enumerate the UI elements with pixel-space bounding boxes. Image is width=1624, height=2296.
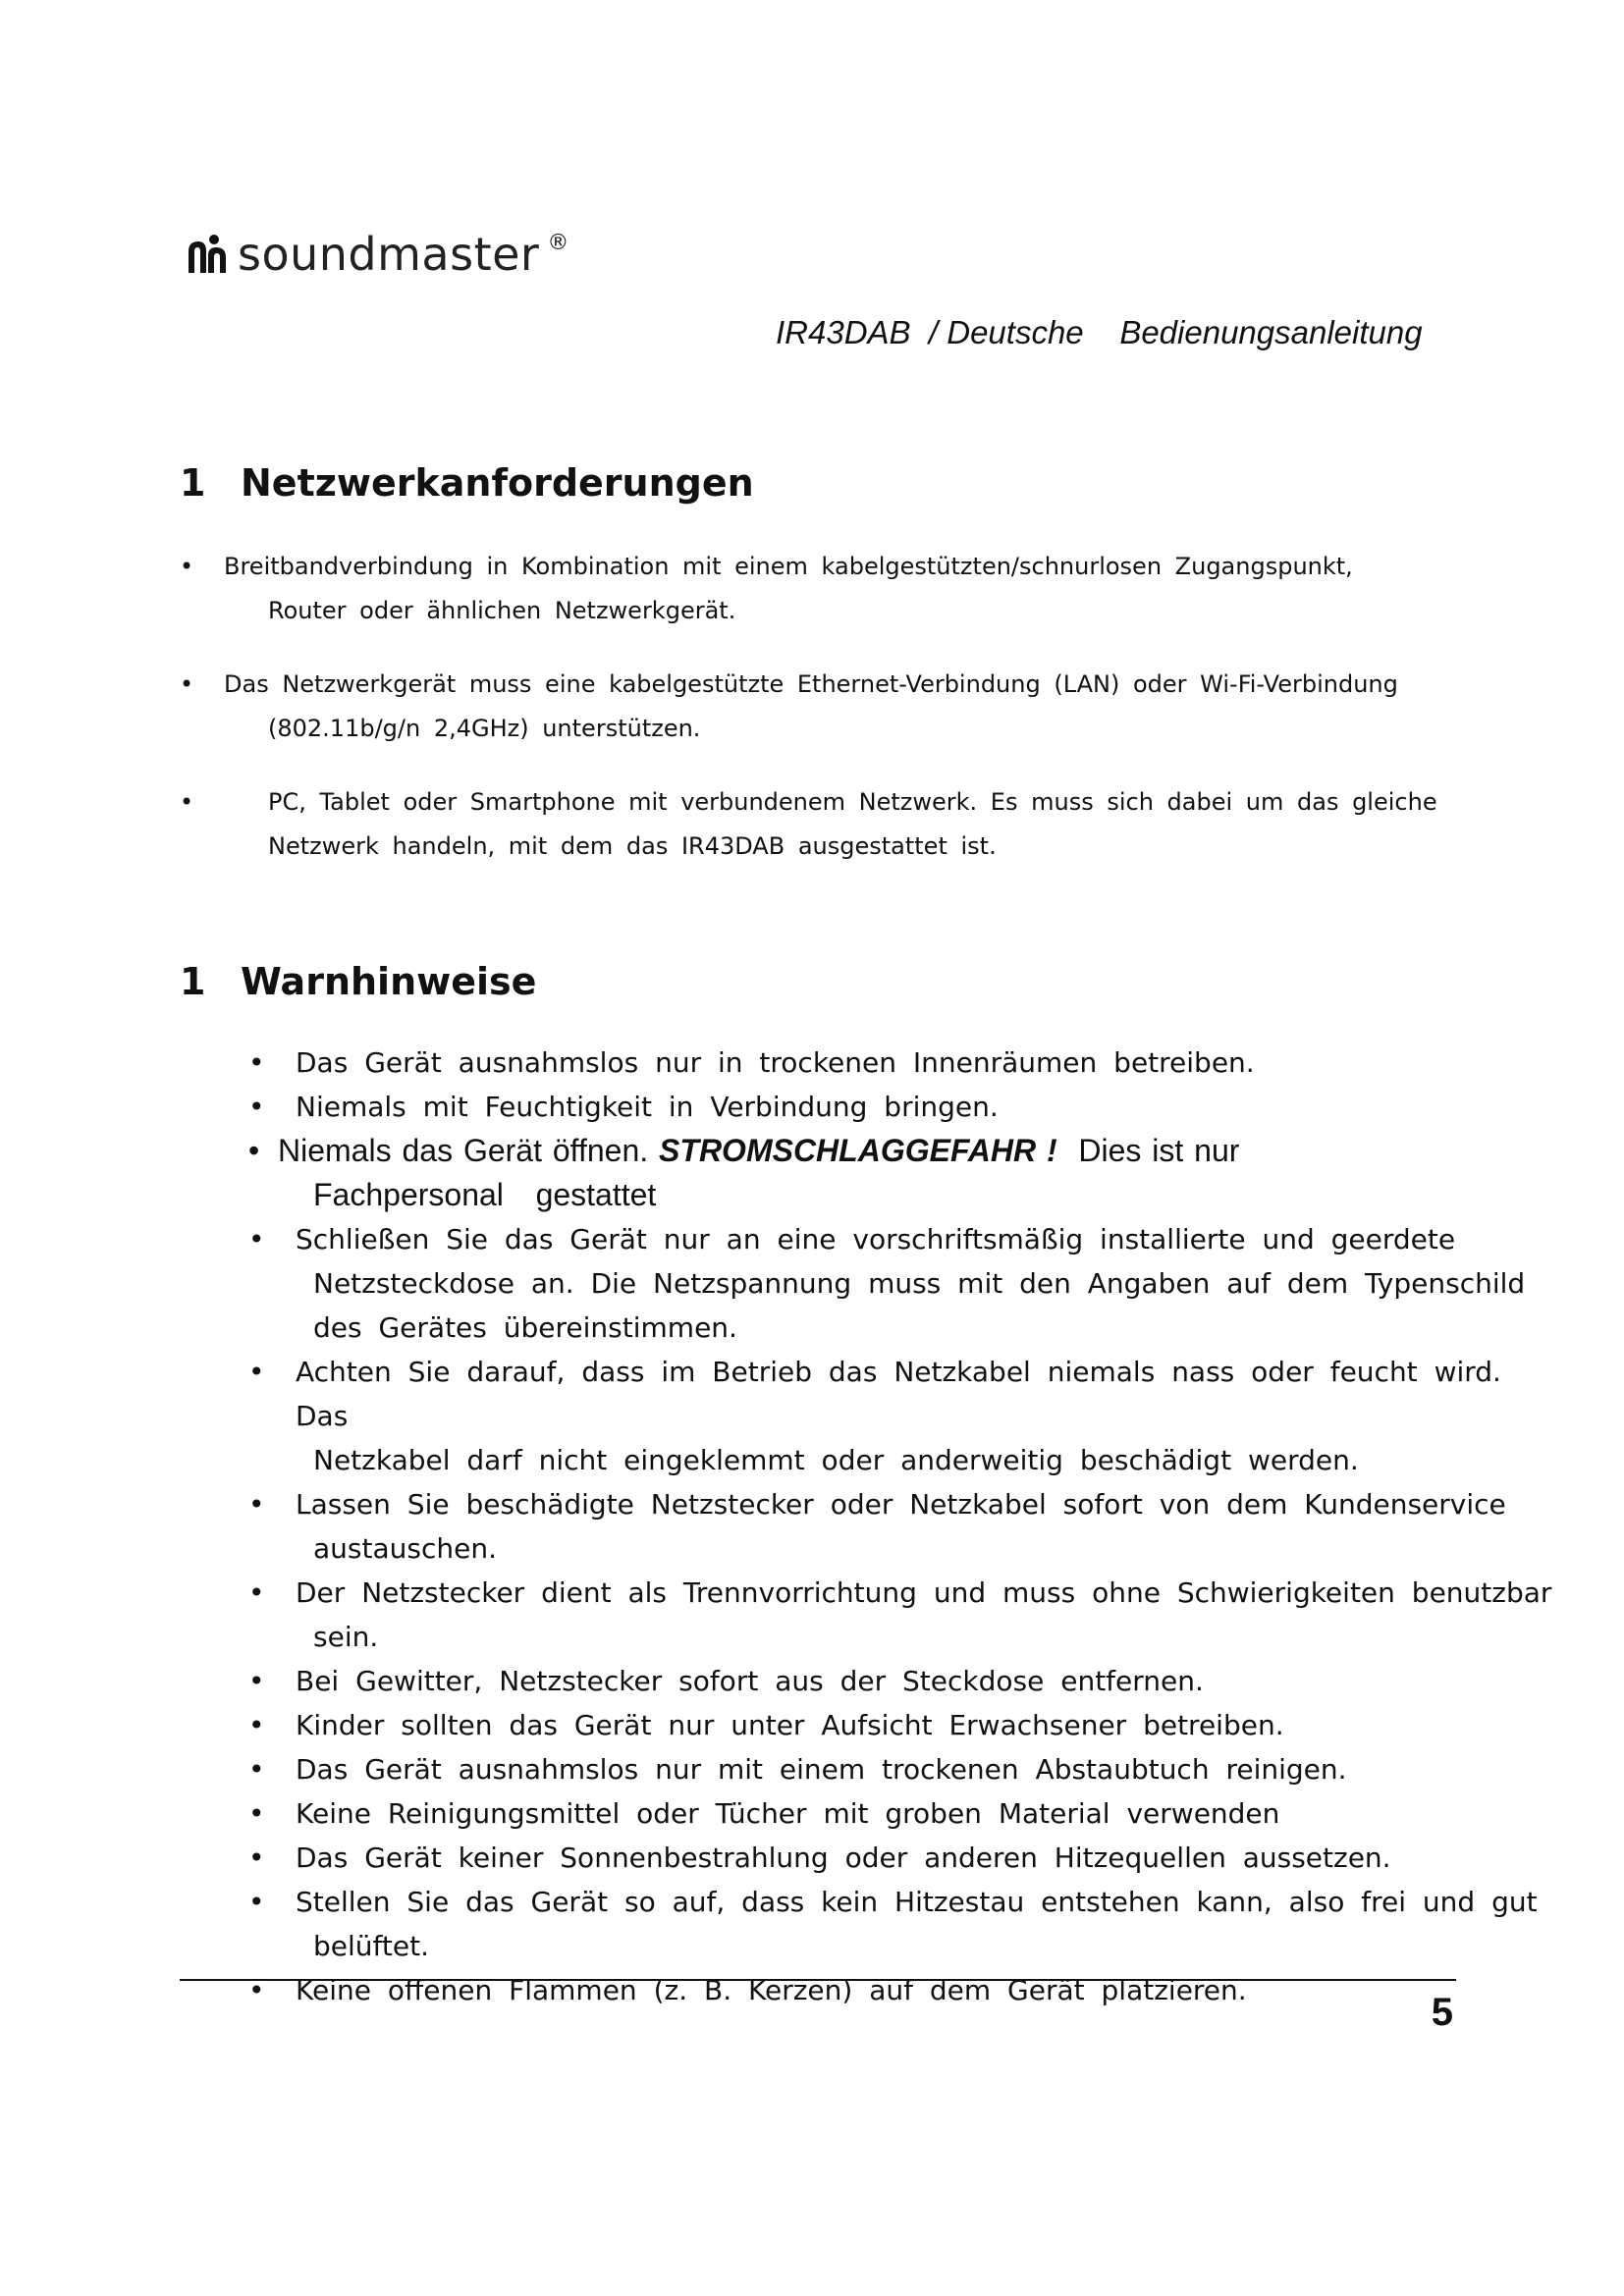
list-item — [248, 1041, 1564, 1085]
list-item-line: sein. — [313, 1621, 379, 1653]
list-item-line: PC, Tablet oder Smartphone mit verbundenem Netzwerk. Es muss sich dabei um das gleiche — [268, 788, 1437, 816]
list-item-line: Keine Reinigungsmittel oder Tücher mit groben Material verwenden — [296, 1797, 1280, 1830]
shock-hazard-warning: STROMSCHLAGGEFAHR ! — [659, 1133, 1057, 1168]
section-title: Netzwerkanforderungen — [241, 461, 754, 505]
bullet-icon: • — [248, 1223, 265, 1255]
section-title: Warnhinweise — [241, 960, 537, 1003]
list-item-shock-warning — [248, 1129, 1564, 1217]
list-item-line: Achten Sie darauf, dass im Betrieb das Netzkabel niemals nass oder feucht wird. Das — [296, 1356, 1501, 1432]
list-item-line: Niemals mit Feuchtigkeit in Verbindung bringen. — [296, 1091, 999, 1123]
section-warnings — [180, 960, 536, 1003]
bullet-icon: • — [180, 670, 194, 698]
list-item — [248, 1571, 1564, 1659]
bullet-icon: • — [248, 1886, 265, 1918]
section-heading — [180, 461, 754, 505]
bullet-icon: • — [248, 1488, 265, 1521]
soundmaster-logo-icon — [185, 234, 232, 275]
list-item-line: Schließen Sie das Gerät nur an eine vorschriftsmäßig installierte und geerdete — [296, 1223, 1456, 1255]
section-number: 1 — [180, 960, 206, 1003]
list-item — [248, 1791, 1564, 1836]
list-item-line: Der Netzstecker dient als Trennvorrichtung und muss ohne Schwierigkeiten benutzbar — [296, 1576, 1552, 1609]
brand-logo — [185, 228, 568, 281]
list-item-line: Das Gerät keiner Sonnenbestrahlung oder anderen Hitzequellen aussetzen. — [296, 1842, 1391, 1874]
footer-divider — [180, 1979, 1456, 1981]
list-item — [248, 1085, 1564, 1129]
bullet-icon: • — [248, 1133, 260, 1168]
list-item-line: austauschen. — [313, 1532, 497, 1565]
list-item-line: Breitbandverbindung in Kombination mit einem kabelgestützten/schnurlosen Zugangspunkt, — [224, 553, 1353, 580]
list-item-line: Lassen Sie beschädigte Netzstecker oder Netzkabel sofort von dem Kundenservice — [296, 1488, 1506, 1521]
bullet-icon: • — [248, 1842, 265, 1874]
section-heading — [180, 960, 536, 1003]
page-number: 5 — [1431, 1991, 1453, 2034]
registered-mark: ® — [547, 230, 569, 255]
list-item-text: Dies ist nur — [1056, 1133, 1240, 1168]
list-item — [180, 545, 1495, 633]
bullet-icon: • — [180, 553, 194, 580]
list-item-line: Kinder sollten das Gerät nur unter Aufsicht Erwachsener betreiben. — [296, 1709, 1284, 1741]
bullet-icon: • — [248, 1091, 265, 1123]
list-item — [248, 1482, 1564, 1571]
list-item-line: Das Netzwerkgerät muss eine kabelgestützte Ethernet-Verbindung (LAN) oder Wi-Fi-Verbindung — [224, 670, 1398, 698]
list-item — [248, 1350, 1564, 1482]
list-item-line: Das Gerät ausnahmslos nur mit einem trockenen Abstaubtuch reinigen. — [296, 1753, 1347, 1786]
document-subtitle: IR43DAB / Deutsche Bedienungsanleitung — [776, 314, 1423, 350]
list-item-line: Das Gerät ausnahmslos nur in trockenen Innenräumen betreiben. — [296, 1046, 1255, 1079]
bullet-icon: • — [248, 1356, 265, 1388]
bullet-icon: • — [248, 1665, 265, 1697]
list-item-line: des Gerätes übereinstimmen. — [313, 1311, 737, 1344]
section-number: 1 — [180, 461, 206, 505]
section-network-requirements — [180, 461, 754, 505]
list-item — [248, 1659, 1564, 1703]
list-item-line: Bei Gewitter, Netzstecker sofort aus der Steckdose entfernen. — [296, 1665, 1204, 1697]
bullet-icon: • — [248, 1753, 265, 1786]
bullet-icon: • — [248, 1797, 265, 1830]
list-item — [248, 1968, 1564, 2012]
list-item-line: Netzsteckdose an. Die Netzspannung muss mit den Angaben auf dem Typenschild — [313, 1267, 1526, 1300]
bullet-icon: • — [180, 788, 194, 816]
network-requirements-list — [180, 545, 1495, 898]
list-item — [180, 780, 1495, 869]
list-item-line: Stellen Sie das Gerät so auf, dass kein Hitzestau entstehen kann, also frei und gut — [296, 1886, 1538, 1918]
list-item-line: Router oder ähnlichen Netzwerkgerät. — [268, 597, 736, 624]
list-item-text: Niemals das Gerät öffnen. — [278, 1133, 660, 1168]
list-item — [180, 663, 1495, 751]
list-item-line: Fachpersonal gestattet — [313, 1177, 657, 1212]
bullet-icon: • — [248, 1709, 265, 1741]
brand-name: soundmaster — [238, 228, 540, 281]
list-item — [248, 1836, 1564, 1880]
list-item-line: belüftet. — [313, 1930, 429, 1962]
bullet-icon: • — [248, 1576, 265, 1609]
bullet-icon: • — [248, 1046, 265, 1079]
list-item — [248, 1703, 1564, 1747]
list-item-line: Keine offenen Flammen (z. B. Kerzen) auf dem Gerät platzieren. — [296, 1974, 1247, 2006]
warnings-list — [248, 1041, 1564, 2012]
list-item-line: Netzwerk handeln, mit dem das IR43DAB ausgestattet ist. — [268, 832, 997, 860]
list-item-line: (802.11b/g/n 2,4GHz) unterstützen. — [268, 715, 701, 742]
list-item — [248, 1880, 1564, 1968]
bullet-icon: • — [248, 1974, 265, 2006]
list-item-line: Netzkabel darf nicht eingeklemmt oder anderweitig beschädigt werden. — [313, 1444, 1359, 1476]
list-item — [248, 1747, 1564, 1791]
list-item — [248, 1217, 1564, 1350]
